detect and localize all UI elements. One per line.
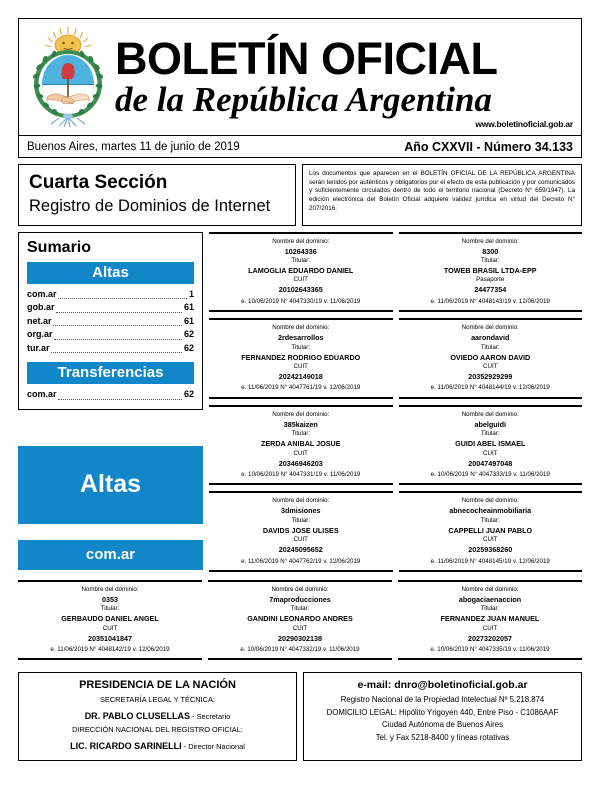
domain-name: 385kaizen: [283, 419, 318, 429]
id-label: CUIT: [293, 536, 308, 544]
holder-label: Titular:: [291, 257, 311, 265]
place-and-date: Buenos Aires, martes 11 de junio de 2019: [27, 140, 240, 153]
toc-label: gob.ar: [27, 302, 55, 313]
holder-label: Titular:: [100, 605, 120, 613]
domain-label: Nombre del dominio:: [272, 237, 330, 245]
holder-name: OVIEDO AARON DAVID: [450, 352, 531, 362]
toc-label: tur.ar: [27, 342, 50, 353]
id-label: CUIT: [292, 624, 308, 632]
id-label: CUIT: [482, 624, 498, 632]
main-content: [18, 232, 582, 578]
domain-card: [208, 580, 392, 661]
domain-name: 10264336: [284, 246, 317, 256]
bottom-cards-row: [18, 580, 582, 667]
domain-name: 7maproducciones: [269, 594, 331, 604]
domain-name: abnecocheainmobiliaria: [449, 506, 532, 516]
cards-column-2: [399, 232, 583, 578]
domain-label: Nombre del dominio:: [461, 237, 519, 245]
domain-name: abogaciaenaccion: [458, 594, 522, 604]
footer-registry-number: Registro Nacional de la Propiedad Intelectual Nº 5.218.874: [340, 695, 545, 705]
publication-dates: e. 11/06/2019 N° 4047762/19 v. 12/06/2019: [241, 557, 361, 565]
list-item[interactable]: [27, 342, 194, 356]
page-footer: [18, 672, 582, 761]
cards-column-bottom-2: [208, 580, 392, 667]
domain-card: [398, 580, 582, 661]
toc-page: 62: [183, 389, 194, 400]
domain-card: [399, 318, 583, 399]
footer-presidency-box: [18, 672, 297, 761]
footer-registry-label: DIRECCIÓN NACIONAL DEL REGISTRO OFICIAL:: [72, 725, 243, 735]
holder-name: LAMOGLIA EDUARDO DANIEL: [248, 266, 354, 276]
toc-leader: [58, 392, 182, 400]
section-header: [18, 164, 296, 226]
section-description: Registro de Dominios de Internet: [29, 196, 271, 215]
list-item[interactable]: [27, 328, 194, 342]
holder-name: GANDINI LEONARDO ANDRES: [247, 614, 353, 624]
holder-label: Titular:: [480, 430, 500, 438]
publication-dates: e. 10/06/2019 N° 4047331/19 v. 11/06/2019: [241, 471, 361, 479]
summary-box: [18, 232, 203, 410]
id-label: CUIT: [483, 536, 498, 544]
banner-comar: com.ar: [18, 540, 203, 570]
toc-page: 61: [183, 315, 194, 326]
cards-column-bottom-3: [398, 580, 582, 667]
id-value: 20290302138: [278, 633, 322, 643]
domain-card: [399, 232, 583, 313]
cards-column-bottom-1: [18, 580, 202, 667]
domain-card: [18, 580, 202, 661]
holder-name: ZERDA ANIBAL JOSUE: [260, 439, 341, 449]
issue-number: Año CXXVII - Número 34.133: [404, 139, 573, 154]
holder-name: FERNANDEZ RODRIGO EDUARDO: [241, 352, 361, 362]
id-label: CUIT: [293, 276, 308, 284]
holder-label: Titular:: [480, 257, 500, 265]
id-value: 20245095652: [278, 545, 323, 555]
footer-director-row: [25, 736, 290, 754]
publication-subtitle: de la República Argentina: [115, 79, 492, 119]
holder-label: Titular:: [480, 605, 500, 613]
id-value: 20102643365: [278, 285, 323, 295]
holder-label: Titular:: [290, 605, 310, 613]
section-row: [18, 164, 582, 226]
domain-card: [209, 318, 393, 399]
banner-altas: Altas: [18, 446, 203, 524]
domain-card: [209, 405, 393, 486]
id-value: 20346946203: [278, 458, 323, 468]
holder-label: Titular:: [291, 343, 311, 351]
footer-address: DOMICILIO LEGAL: Hipólito Yrigoyen 440, Entre Piso - C1086AAF: [326, 707, 559, 717]
summary-title: Sumario: [27, 238, 92, 256]
publication-dates: e. 11/06/2019 N° 4048144/19 v. 12/06/2019: [430, 384, 550, 392]
publication-dates: e. 11/06/2019 N° 4048145/19 v. 12/06/2019: [430, 557, 550, 565]
domain-card: [209, 232, 393, 313]
domain-label: Nombre del dominio:: [461, 410, 519, 418]
footer-city: Ciudad Autónoma de Buenos Aires: [382, 720, 503, 730]
id-value: 24477354: [474, 285, 507, 295]
id-label: CUIT: [293, 363, 308, 371]
domain-name: 2rdesarrollos: [277, 333, 324, 343]
footer-director-role: - Director Nacional: [181, 742, 245, 752]
list-item[interactable]: [27, 315, 194, 329]
toc-page: 62: [183, 329, 194, 340]
id-value: 20259368260: [468, 545, 513, 555]
domain-label: Nombre del dominio:: [461, 497, 519, 505]
date-bar: [18, 136, 582, 158]
footer-presidency-title: PRESIDENCIA DE LA NACIÓN: [79, 679, 236, 692]
argentina-coat-of-arms-icon: [25, 21, 111, 133]
publication-dates: e. 10/06/2019 N° 4047333/19 v. 11/06/2019: [430, 471, 550, 479]
holder-name: CAPPELLI JUAN PABLO: [448, 525, 533, 535]
domain-name: 8300: [482, 246, 499, 256]
website-url[interactable]: www.boletinoficial.gob.ar: [475, 118, 573, 129]
toc-leader: [58, 291, 187, 299]
domain-name: aarondavid: [471, 333, 510, 343]
list-item[interactable]: [27, 288, 194, 302]
toc-leader: [53, 318, 182, 326]
holder-name: FERNANDEZ JUAN MANUEL: [440, 614, 540, 624]
holder-label: Titular:: [291, 516, 311, 524]
legal-notice: Los documentos que aparecen en el BOLETÍN OFICIAL DE LA REPÚBLICA ARGENTINA serán tenidos por auténticos y obligatorios por el efecto de esta publicación y por comunicados y suficientemente circulados dentro de todo el territorio nacional (Decreto N° 659/1947). La edición electrónica del Boletín Oficial adquiere validez jurídica en virtud del Decreto N° 207/2016.: [302, 164, 582, 226]
domain-card: [399, 491, 583, 572]
publication-dates: e. 10/06/2019 N° 4047335/19 v. 11/06/2019: [430, 646, 550, 654]
holder-name: TOWEB BRASIL LTDA-EPP: [443, 266, 537, 276]
id-value: 20242149018: [278, 372, 323, 382]
domain-card: [209, 491, 393, 572]
domain-name: abelguidi: [474, 419, 507, 429]
domain-name: 3dmisiones: [280, 506, 321, 516]
toc-leader: [56, 305, 182, 313]
holder-name: GERBAUDO DANIEL ANGEL: [61, 614, 159, 624]
publication-title: BOLETÍN OFICIAL: [115, 33, 498, 85]
toc-page: 62: [183, 342, 194, 353]
id-value: 20351041847: [88, 633, 132, 643]
summary-band-transferencias: Transferencias: [27, 362, 194, 384]
id-value: 20352929299: [468, 372, 513, 382]
domain-label: Nombre del dominio:: [461, 585, 519, 593]
footer-secretary-name: DR. PABLO CLUSELLAS: [84, 711, 191, 722]
footer-phone: Tel. y Fax 5218-8400 y líneas rotativas: [375, 733, 510, 743]
toc-page: 61: [183, 302, 194, 313]
section-name: Cuarta Sección: [29, 172, 168, 193]
id-label: CUIT: [102, 624, 118, 632]
domain-label: Nombre del dominio:: [272, 410, 330, 418]
footer-director-name: LIC. RICARDO SARINELLI: [70, 741, 182, 752]
domain-label: Nombre del dominio:: [461, 324, 519, 332]
publication-dates: e. 11/06/2019 N° 4048142/19 v. 12/06/2019: [50, 646, 170, 654]
id-label: CUIT: [483, 363, 498, 371]
publication-dates: e. 11/06/2019 N° 4048143/19 v. 12/06/2019: [430, 297, 550, 305]
toc-page: 1: [188, 288, 194, 299]
id-label: CUIT: [483, 449, 498, 457]
left-column: [18, 232, 203, 578]
toc-leader: [54, 332, 182, 340]
domain-card: [399, 405, 583, 486]
toc-label: com.ar: [27, 389, 57, 400]
footer-secretary-role: - Secretario: [190, 712, 231, 722]
footer-secretary-row: [25, 706, 290, 724]
list-item[interactable]: [27, 388, 194, 402]
toc-label: net.ar: [27, 315, 52, 326]
domain-label: Nombre del dominio:: [81, 585, 139, 593]
toc-label: com.ar: [27, 288, 57, 299]
cards-column-1: [209, 232, 393, 578]
list-item[interactable]: [27, 301, 194, 315]
summary-band-altas: Altas: [27, 262, 194, 284]
holder-label: Titular:: [480, 516, 500, 524]
publication-dates: e. 11/06/2019 N° 4047761/19 v. 12/06/2019: [241, 384, 361, 392]
domain-label: Nombre del dominio:: [271, 585, 329, 593]
footer-secretariat-label: SECRETARÍA LEGAL Y TÉCNICA:: [99, 695, 215, 705]
domain-label: Nombre del dominio:: [272, 324, 330, 332]
id-label: Pasaporte: [476, 276, 505, 284]
toc-leader: [51, 345, 182, 353]
right-column: [209, 232, 582, 578]
holder-label: Titular:: [480, 343, 500, 351]
id-label: CUIT: [293, 449, 308, 457]
footer-contact-box: [303, 672, 582, 761]
footer-email[interactable]: e-mail: dnro@boletinoficial.gob.ar: [357, 679, 528, 692]
holder-label: Titular:: [291, 430, 311, 438]
domain-label: Nombre del dominio:: [272, 497, 330, 505]
domain-name: 0353: [102, 594, 118, 604]
holder-name: DAVIDS JOSE ULISES: [262, 525, 339, 535]
publication-dates: e. 10/06/2019 N° 4047332/19 v. 11/06/2019: [240, 646, 360, 654]
masthead: [18, 18, 582, 136]
toc-label: org.ar: [27, 329, 53, 340]
masthead-title-block: [111, 33, 575, 129]
publication-dates: e. 10/06/2019 N° 4047330/19 v. 11/06/2019: [241, 297, 361, 305]
id-value: 20273202057: [468, 633, 512, 643]
id-value: 20047497048: [468, 458, 513, 468]
domain-cards-grid: [209, 232, 582, 578]
holder-name: GUIDI ABEL ISMAEL: [455, 439, 526, 449]
